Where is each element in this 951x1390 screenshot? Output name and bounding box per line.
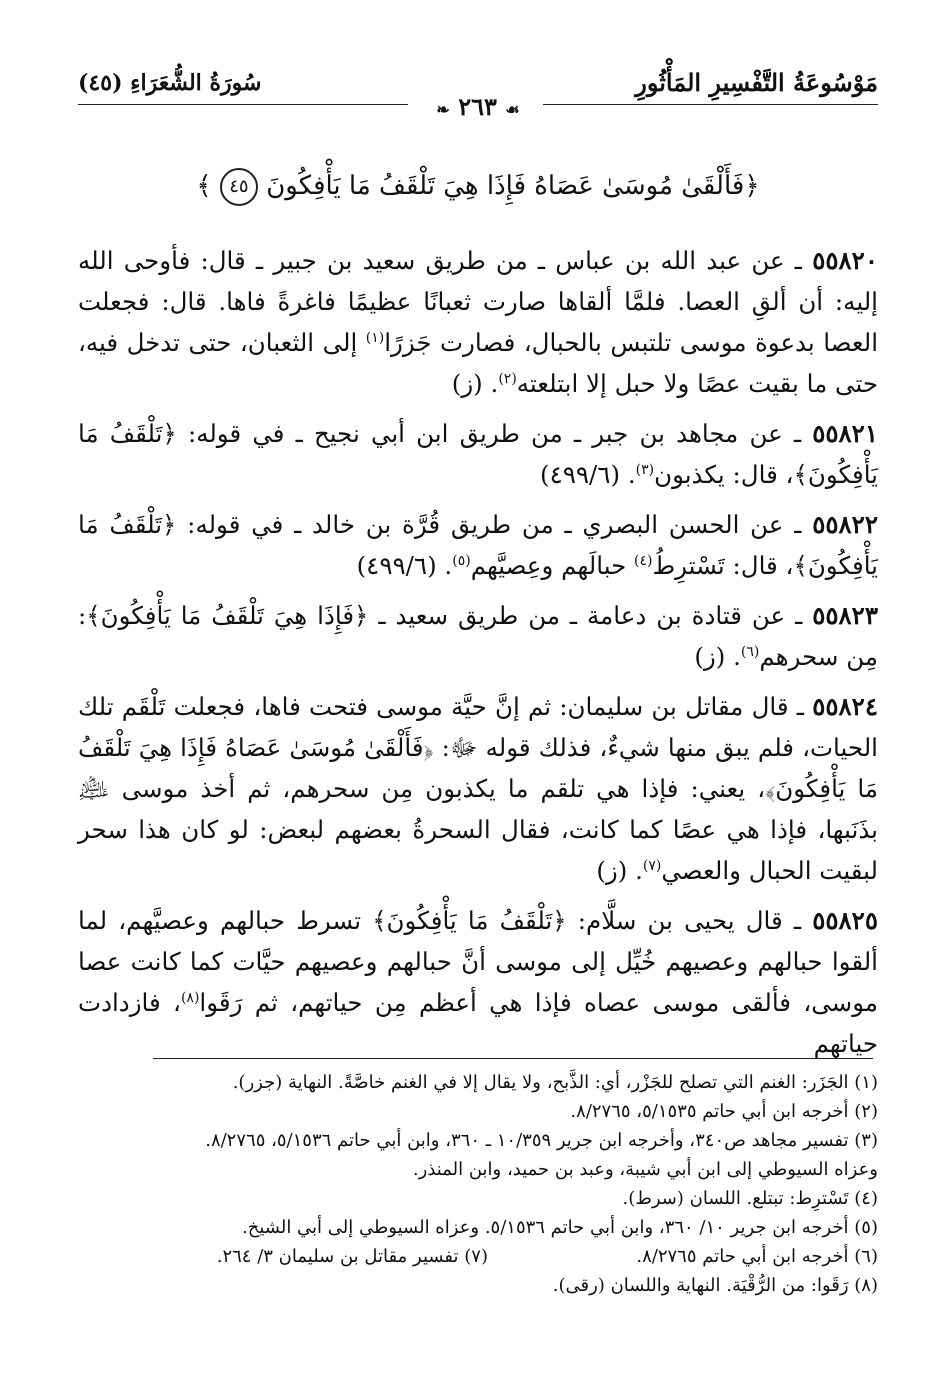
narration-text: . (٤٩٩/٦) [540, 460, 636, 489]
footnote-ref[interactable]: (١) [365, 329, 385, 346]
page-header [78, 62, 878, 122]
footnote-row [78, 1242, 878, 1271]
narration-paragraph [78, 504, 878, 586]
verse-close: ﴾ [196, 171, 212, 201]
narration-text: إلى الثعبان، حتى تدخل فيه، حتى ما بقيت عصًا ولا حبل إلا ابتلعته [78, 328, 878, 398]
footnote-ref[interactable]: (٨) [180, 989, 200, 1006]
narration-text: ـ عن قتادة بن دعامة ـ من طريق سعيد ـ ﴿فَإِذَا هِيَ تَلْقَفُ مَا يَأْفِكُونَ﴾: مِن سحرهم [78, 601, 878, 671]
footnote-ref[interactable]: (٧) [642, 857, 662, 874]
footnote-ref[interactable]: (٤) [634, 552, 653, 569]
narration-number: ٥٥٨٢٠ [812, 246, 878, 275]
book-title: مَوْسُوعَةُ التَّفْسِيرِ المَأْثُورِ [635, 68, 878, 97]
narration-text: ـ عن مجاهد بن جبر ـ من طريق ابن أبي نجيح ـ في قوله: ﴿تَلْقَفُ مَا يَأْفِكُونَ﴾، قال: يكذبون [78, 419, 878, 489]
narration-paragraph [78, 413, 878, 495]
verse-text: ﴿فَأَلْقَىٰ مُوسَىٰ عَصَاهُ فَإِذَا هِيَ تَلْقَفُ مَا يَأْفِكُونَ [266, 171, 760, 201]
narration-text: ـ قال مقاتل بن سليمان: ثم إنَّ حيَّة موسى فتحت فاها، فجعلت تَلْقَم تلك الحيات، فلم يبق منها شيءٌ، فذلك قوله ﷻ: ﴿فَأَلْقَىٰ مُوسَىٰ عَصَاهُ فَإِذَا هِيَ تَلْقَفُ مَا يَأْفِكُونَ﴾، يعني: فإذا هي تلقم ما يكذبون مِن سحرهم، ثم أخذ موسى ﵇ بذَنَبها، فإذا هي عصًا كما كانت، فقال السحرةُ بعضهم لبعض: لو كان هذا سحر لبقيت الحبال والعصي [78, 692, 878, 885]
narration-paragraph [78, 900, 878, 1064]
footnote-ref[interactable]: (٥) [452, 552, 471, 569]
verse-heading [78, 168, 878, 206]
footnote: (٣) تفسير مجاهد ص٣٤٠، وأخرجه ابن جرير ١٠/٣٥٩ ـ ٣٦٠، وابن أبي حاتم ٥/١٥٣٦، ٨/٢٧٦٥. [205, 1130, 878, 1151]
narration-number: ٥٥٨٢٣ [812, 601, 878, 630]
page-number: ٢٦٣ [458, 92, 497, 121]
narration-text: . (٤٩٩/٦) [356, 551, 453, 580]
footnote: (٦) أخرجه ابن أبي حاتم ٨/٢٧٦٥. [636, 1246, 878, 1267]
footnote: (٨) رَقَوا: من الرُّقْيَة. النهاية واللسان (رقى). [552, 1275, 878, 1296]
narration-text: . (ز) [694, 642, 741, 671]
narration-paragraph [78, 595, 878, 677]
narration-number: ٥٥٨٢١ [812, 419, 878, 448]
narration-number: ٥٥٨٢٤ [812, 692, 878, 721]
footnotes-section [78, 1068, 878, 1300]
narration-number: ٥٥٨٢٥ [812, 906, 878, 935]
footnote: (٥) أخرجه ابن جرير ١٠/ ٣٦٠، وابن أبي حاتم ٥/١٥٣٦. وعزاه السيوطي إلى أبي الشيخ. [242, 1217, 878, 1238]
narration-number: ٥٥٨٢٢ [812, 510, 878, 539]
footnote-divider [153, 1058, 873, 1059]
narration-paragraph [78, 686, 878, 891]
footnote-ref[interactable]: (٣) [635, 461, 655, 478]
ornament-icon: ❧ [436, 100, 450, 119]
narration-text: ـ عن عبد الله بن عباس ـ من طريق سعيد بن جبير ـ قال: فأوحى الله إليه: أن ألقِ العصا. فلمَّا ألقاها صارت ثعبانًا عظيمًا فاغرةً فاها. قال: فجعلت العصا بدعوة موسى تلتبس بالحبال، فصارت جَزرًا [78, 246, 879, 357]
page-number-row [78, 92, 878, 121]
footnote-ref[interactable]: (٦) [740, 643, 760, 660]
surah-title: سُورَةُ الشُّعَرَاءِ (٤٥) [78, 70, 262, 96]
narration-text: ، فازدادت حياتهم [78, 988, 878, 1058]
narration-text: ـ قال يحيى بن سلَّام: ﴿تَلْقَفُ مَا يَأْفِكُونَ﴾ تسرط حبالهم وعصيَّهم، لما ألقوا حبالهم وعصيهم خُيِّل إلى موسى أنَّ حبالهم وعصيهم حيَّات كما كانت عصا موسى، فألقى موسى عصاه فإذا هي أعظم مِن حياتهم، ثم رَقَوا [78, 906, 878, 1017]
footnote-ref[interactable]: (٢) [498, 370, 517, 387]
narration-paragraph [78, 240, 878, 404]
narration-text: . (ز) [596, 856, 643, 885]
ornament-icon: ☙ [505, 100, 520, 119]
footnote: (٧) تفسير مقاتل بن سليمان ٣/ ٢٦٤. [216, 1246, 488, 1267]
main-content [78, 240, 878, 1073]
footnote: (١) الجَزَر: الغنم التي تصلح للجَزْر، أي: الذَّبح، ولا يقال إلا في الغنم خاصَّةً. النهاية (جزر). [232, 1072, 878, 1093]
verse-number-badge: ٤٥ [220, 168, 258, 206]
narration-text: ـ عن الحسن البصري ـ من طريق قُرَّة بن خالد ـ في قوله: ﴿تَلْقَفُ مَا يَأْفِكُونَ﴾، قال: تَسْترِطُ [78, 510, 878, 580]
narration-text: حبالَهم وعِصيَّهم [470, 551, 635, 580]
narration-text: . (ز) [451, 369, 499, 398]
footnote: (٤) تَسْترِط: تبتلع. اللسان (سرط). [622, 1188, 878, 1209]
footnote: (٢) أخرجه ابن أبي حاتم ٥/١٥٣٥، ٨/٢٧٦٥. [570, 1101, 878, 1122]
footnote: وعزاه السيوطي إلى ابن أبي شيبة، وعبد بن حميد، وابن المنذر. [412, 1159, 878, 1180]
